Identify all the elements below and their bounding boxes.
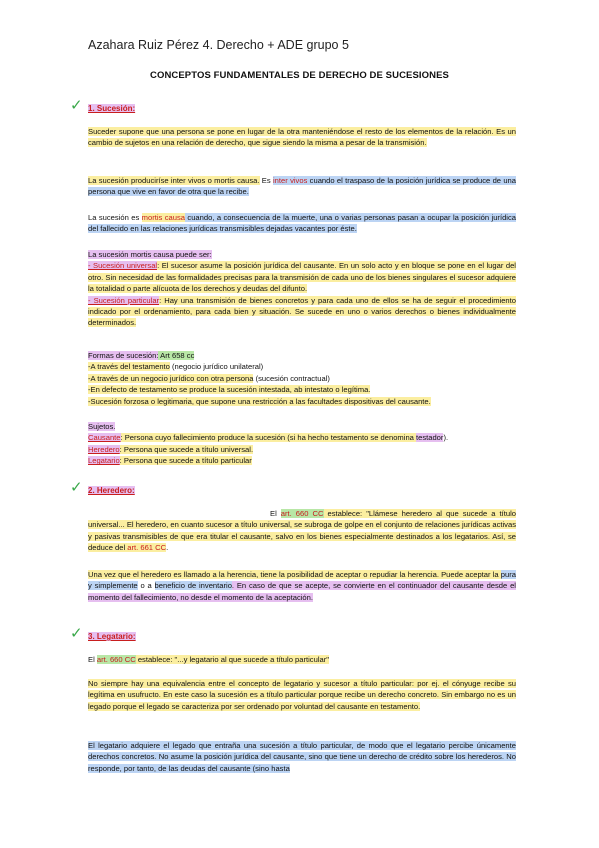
s2-paragraph-2: Una vez que el heredero es llamado a la herencia, tiene la posibilidad de aceptar o repudiar la herencia. Puede aceptar la pura y simplemente o a beneficio de inventario. En caso de que se acepte, se convierte en el continuador del causante desde el momento del fallecimiento, no desde el momento de la aceptación. [88, 570, 516, 602]
s3-paragraph-1: El art. 660 CC establece: "...y legatario al que sucede a título particular" [88, 655, 329, 664]
section-2-heading: 2. Heredero: [88, 486, 135, 495]
s3-paragraph-2: No siempre hay una equivalencia entre el concepto de legatario y sucesor a título particular: por ej. el cónyuge recibe su legítima en usufructo. En este caso la sucesión es a título particular porque recibe un derecho concreto. Sin embargo no es un legado porque el legado se caracteriza por ser ordenado por voluntad del causante en testamento. [88, 679, 516, 711]
section-1-heading: 1. Sucesión: [88, 104, 136, 113]
checkmark-icon: ✓ [70, 624, 83, 642]
document-title: CONCEPTOS FUNDAMENTALES DE DERECHO DE SUCESIONES [150, 70, 449, 81]
s2-paragraph-1: El art. 660 CC establece: "Llámese heredero al que sucede a título universal... El heredero, en cuanto sucesor a título universal, se subroga de golpe en el conjunto de relaciones jurídicas activas y pasivas transmisibles de que era titular el causante, salvo en los bienes especialmente destinados a los legatarios. Así, se deduce del art. 661 CC. [88, 509, 516, 553]
author-header: Azahara Ruiz Pérez 4. Derecho + ADE grupo 5 [88, 38, 349, 52]
s3-paragraph-3: El legatario adquiere el legado que entraña una sucesión a título particular, de modo que el legatario percibe únicamente derechos concretos. No asume la posición jurídica del causante, sino que tiene un derecho de crédito sobre los herederos. No responde, por tanto, de las deudas del causante (sino hasta [88, 741, 516, 773]
section-3-heading: 3. Legatario: [88, 632, 136, 641]
s1-formas: Formas de sucesión: Art 658 cc -A través del testamento (negocio jurídico unilateral) -A través de un negocio jurídico con otra persona (sucesión contractual) -En defecto de testamento se produce la sucesión intestada, ab intestato o legítima. -Sucesión forzosa o legitimaria, que supone una restricción a las facultades dispositivas del causante. [88, 351, 431, 406]
checkmark-icon: ✓ [70, 478, 83, 496]
checkmark-icon: ✓ [70, 96, 83, 114]
s1-paragraph-1: Suceder supone que una persona se pone en lugar de la otra manteniéndose el resto de los elementos de la relación. Es un cambio de sujetos en una relación de derecho, que sigue siendo la misma a pesar de la transmisión. [88, 127, 516, 148]
s1-paragraph-3: La sucesión es mortis causa cuando, a consecuencia de la muerte, una o varias personas pasan a ocupar la posición jurídica del fallecido en las relaciones jurídicas transmisibles dejadas vacantes por éste. [88, 213, 516, 234]
s1-paragraph-2: La sucesión produciríse inter vivos o mortis causa. Es inter vivos cuando el traspaso de la posición jurídica se produce de una persona que vive en favor de otra que la recibe. [88, 176, 517, 197]
s1-paragraph-4: La sucesión mortis causa puede ser: - Sucesión universal: El sucesor asume la posición jurídica del causante. En un solo acto y en bloque se pone en el lugar del otro. Sin necesidad de las formalidades precisas para la transmisión de cada uno de los bienes singulares el sucesor adquiere la totalidad o parte alícuota de los derechos y deudas del difunto. - Sucesión particular: Hay una transmisión de bienes concretos y para cada uno de ellos se ha de seguir el procedimiento indicado por el ordenamiento, para cada bien y situación. Se sucede en uno o varios derechos o bienes individualmente determinados. [88, 250, 516, 328]
s1-sujetos: Sujetos. Causante: Persona cuyo fallecimiento produce la sucesión (si ha hecho testamento se denomina testador). Heredero: Persona que sucede a título universal. Legatario: Persona que sucede a título particular [88, 422, 449, 466]
